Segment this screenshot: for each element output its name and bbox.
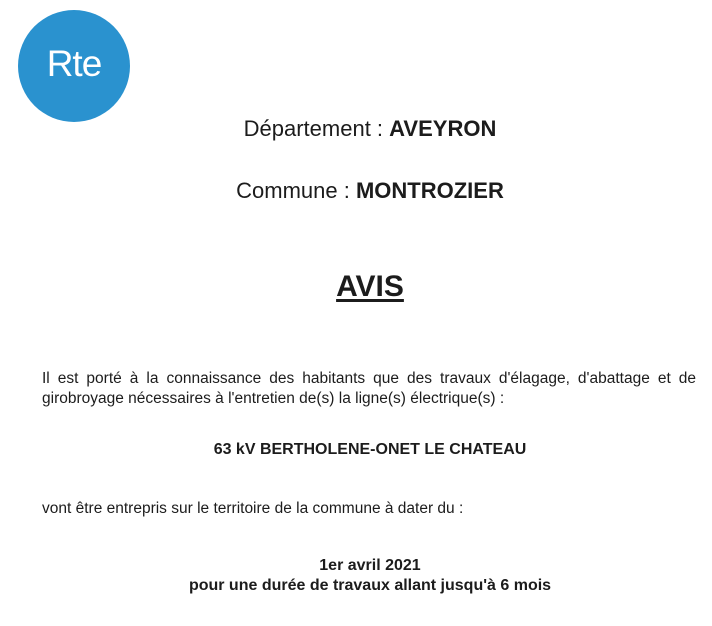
commune-line (14, 178, 712, 204)
departement-line (14, 116, 712, 142)
commune-value: MONTROZIER (355, 178, 504, 203)
intro-paragraph (42, 369, 696, 409)
intro-line-2: girobroyage nécessaires à l'entretien de(s) la ligne(s) électrique(s) : (42, 390, 505, 407)
rte-logo (18, 10, 130, 122)
departement-value: AVEYRON (389, 116, 497, 141)
departement-label: Département : (243, 116, 384, 141)
work-duration: pour une durée de travaux allant jusqu'à 6 mois (188, 577, 552, 594)
commune-label: Commune : (236, 178, 350, 203)
start-date: 1er avril 2021 (319, 557, 421, 574)
start-statement: vont être entrepris sur le territoire de la commune à dater du : (42, 500, 464, 517)
rte-logo-text: Rte (46, 43, 102, 84)
intro-line-1: Il est porté à la connaissance des habitants que des travaux d'élagage, d'abattage et de (42, 370, 696, 387)
power-line-name: 63 kV BERTHOLENE-ONET LE CHATEAU (213, 441, 527, 458)
notice-title: AVIS (336, 270, 404, 303)
